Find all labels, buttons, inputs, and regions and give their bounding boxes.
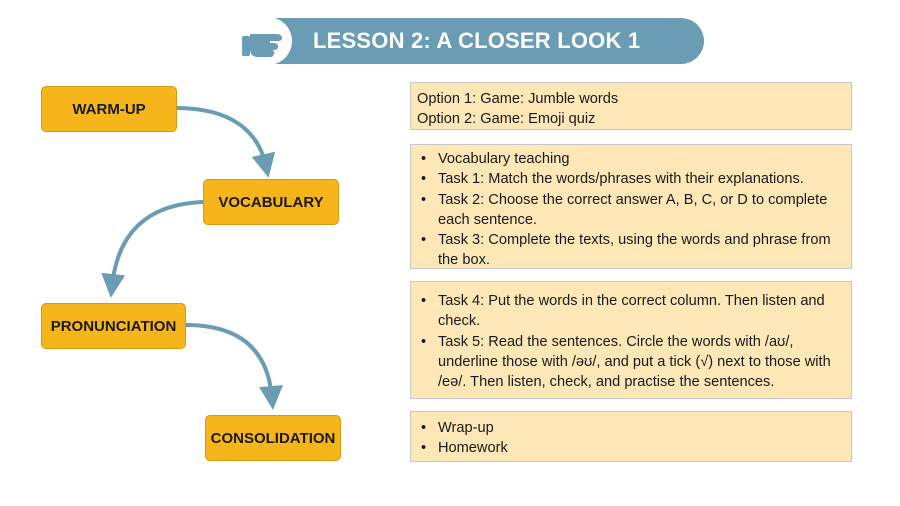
list-item: • Vocabulary teaching <box>411 149 847 169</box>
stage-vocabulary: VOCABULARY <box>203 179 339 225</box>
vocabulary-details <box>410 144 852 269</box>
list-item: • Task 3: Complete the texts, using the words and phrase from the box. <box>411 230 847 271</box>
warm-up-details <box>410 82 852 130</box>
list-item: • Task 4: Put the words in the correct column. Then listen and check. <box>411 291 847 332</box>
pronunciation-details <box>410 281 852 399</box>
stage-warm-up: WARM-UP <box>41 86 177 132</box>
stage-consolidation: CONSOLIDATION <box>205 415 341 461</box>
stage-pronunciation: PRONUNCIATION <box>41 303 186 349</box>
list-item: • Task 5: Read the sentences. Circle the words with /aʊ/, underline those with /əʊ/, and put a tick (√) next to those with /eə/. Then listen, check, and practise the sentences. <box>411 332 847 393</box>
arrow-vocabulary-to-pronunciation <box>112 202 203 286</box>
page-title: LESSON 2: A CLOSER LOOK 1 <box>313 28 641 53</box>
arrow-pronunciation-to-consolidation <box>186 325 272 398</box>
list-item: • Task 2: Choose the correct answer A, B, C, or D to complete each sentence. <box>411 190 847 231</box>
warm-up-option-2: Option 2: Game: Emoji quiz <box>417 111 596 128</box>
warm-up-option-1: Option 1: Game: Jumble words <box>417 91 619 107</box>
arrow-warmup-to-vocabulary <box>176 108 266 166</box>
consolidation-details <box>410 411 852 462</box>
list-item: • Homework <box>411 438 847 458</box>
list-item: • Task 1: Match the words/phrases with their explanations. <box>411 169 847 189</box>
list-item: • Wrap-up <box>411 418 847 438</box>
